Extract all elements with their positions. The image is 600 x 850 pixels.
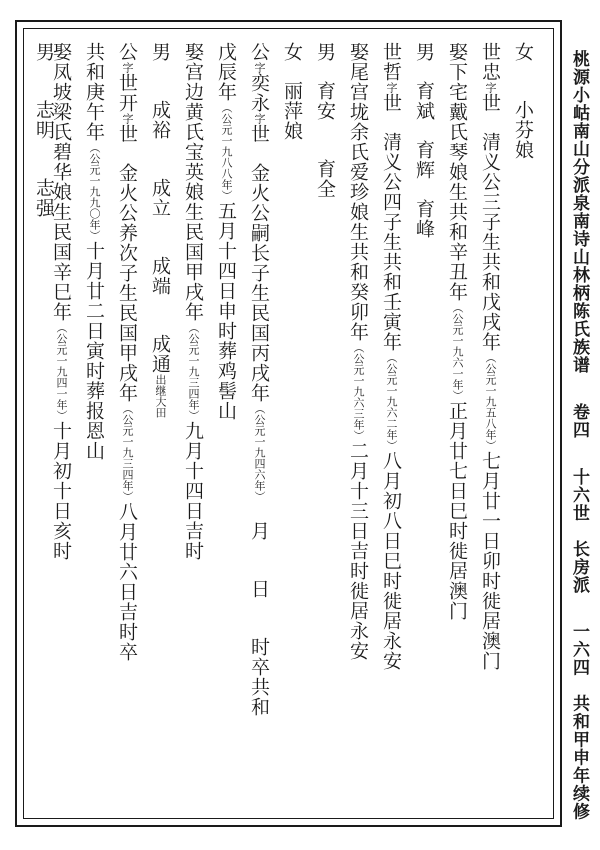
entry-text: 男 bbox=[314, 42, 336, 62]
entry-column bbox=[245, 42, 273, 812]
courtesy-marker: 字 bbox=[385, 82, 398, 93]
entry-text: 日 bbox=[248, 579, 270, 599]
entry-text: 育斌 bbox=[413, 81, 435, 121]
entry-column bbox=[30, 42, 58, 812]
courtesy-marker: 字 bbox=[121, 113, 134, 124]
entry-text: 公 bbox=[248, 42, 270, 62]
entry-text: 清义公四子生共和壬寅年 bbox=[380, 132, 402, 352]
entry-text: 男 bbox=[413, 42, 435, 62]
entry-text: 志明 bbox=[33, 100, 55, 140]
generation-label: 十六世 bbox=[569, 467, 589, 522]
entry-text: 女 bbox=[512, 42, 534, 62]
entry-text: 月 bbox=[248, 521, 270, 541]
entry-text: 男 bbox=[33, 42, 55, 62]
entry-column bbox=[80, 42, 108, 812]
gregorian-note: （公元一九三四年） bbox=[121, 403, 134, 502]
gregorian-note: （公元一九六三年） bbox=[352, 342, 365, 441]
entry-text: 金火公嗣长子生民国丙戌年 bbox=[248, 163, 270, 403]
edition-label: 共和甲申年续修 bbox=[569, 694, 589, 821]
entry-text: 时卒共和 bbox=[248, 637, 270, 717]
entry-text: 七月廿一日卯时徙居澳门 bbox=[479, 451, 501, 671]
entry-text: 成端 bbox=[149, 256, 171, 296]
entry-column bbox=[377, 42, 405, 812]
entry-text: 世哲 bbox=[380, 42, 402, 82]
volume-label: 卷四 bbox=[569, 402, 589, 439]
entry-column bbox=[113, 42, 141, 812]
entry-column bbox=[443, 42, 471, 812]
gregorian-note: （公元一九六一年） bbox=[451, 302, 464, 401]
page-header bbox=[565, 50, 593, 830]
gregorian-note: （公元一九九〇年） bbox=[88, 142, 101, 241]
entry-column bbox=[146, 42, 174, 812]
entry-text: 育辉 bbox=[413, 140, 435, 180]
entry-text: 志强 bbox=[33, 178, 55, 218]
gregorian-note: （公元一九五八年） bbox=[484, 352, 497, 451]
entry-text: 正月廿七日巳时徙居澳门 bbox=[446, 401, 468, 621]
entry-text: 成立 bbox=[149, 178, 171, 218]
entry-text: 十月廿二日寅时葬报恩山 bbox=[83, 241, 105, 461]
entry-text: 十月初十日亥时 bbox=[50, 421, 72, 561]
courtesy-marker: 字 bbox=[121, 62, 134, 73]
entry-text: 小芬娘 bbox=[512, 100, 534, 160]
entry-text: 女 bbox=[281, 42, 303, 62]
entry-text: 世开 bbox=[116, 73, 138, 113]
entry-text: 丽萍娘 bbox=[281, 81, 303, 141]
entry-text: 育峰 bbox=[413, 199, 435, 239]
entry-text: 成通 bbox=[149, 334, 171, 374]
entry-text: 奕永 bbox=[248, 73, 270, 113]
entry-text: 八月廿六日吉时卒 bbox=[116, 502, 138, 662]
entry-text: 世 bbox=[380, 93, 402, 113]
entry-column bbox=[410, 42, 438, 812]
adoption-note: 出继大田 bbox=[154, 374, 167, 418]
entry-text: 育安 bbox=[314, 81, 336, 121]
entry-text: 男 bbox=[149, 42, 171, 62]
gregorian-note: （公元一九四六年） bbox=[253, 403, 266, 502]
page-number: 一六四 bbox=[569, 622, 589, 677]
entry-column bbox=[179, 42, 207, 812]
branch-label: 长房派 bbox=[569, 539, 589, 594]
entry-text: 九月十四日吉时 bbox=[182, 421, 204, 561]
entry-column bbox=[311, 42, 339, 812]
gregorian-note: （公元一九三四年） bbox=[187, 322, 200, 421]
entry-column bbox=[344, 42, 372, 812]
gregorian-note: （公元一九八八年） bbox=[220, 102, 233, 201]
entry-text: 共和庚午年 bbox=[83, 42, 105, 142]
genealogy-title: 桃源小岵南山分派泉南诗山林柄陈氏族谱 bbox=[569, 50, 589, 374]
entry-column bbox=[212, 42, 240, 812]
entry-text: 世 bbox=[248, 124, 270, 144]
entry-column bbox=[278, 42, 306, 812]
entry-text: 成裕 bbox=[149, 100, 171, 140]
courtesy-marker: 字 bbox=[484, 82, 497, 93]
entry-text: 五月十四日申时葬鸡髻山 bbox=[215, 201, 237, 421]
entry-text: 世忠 bbox=[479, 42, 501, 82]
entry-text: 世 bbox=[479, 93, 501, 113]
entry-text: 清义公三子生共和戊戌年 bbox=[479, 132, 501, 352]
entry-text: 育全 bbox=[314, 159, 336, 199]
courtesy-marker: 字 bbox=[253, 113, 266, 124]
entry-text: 公 bbox=[116, 42, 138, 62]
entry-text: 世 bbox=[116, 124, 138, 144]
entry-text: 金火公养次子生民国甲戌年 bbox=[116, 163, 138, 403]
entry-text: 戊辰年 bbox=[215, 42, 237, 102]
entry-text: 二月十三日吉时徙居永安 bbox=[347, 441, 369, 661]
entry-text: 娶宫边黄氏宝英娘生民国甲戌年 bbox=[182, 42, 204, 322]
courtesy-marker: 字 bbox=[253, 62, 266, 73]
entry-column bbox=[509, 42, 537, 812]
entry-text: 娶尾宫垅余氏爱珍娘生共和癸卯年 bbox=[347, 42, 369, 342]
entry-text: 八月初八日巳时徙居永安 bbox=[380, 451, 402, 671]
entry-text: 娶凤坡梁氏碧华娘生民国辛巳年 bbox=[50, 42, 72, 322]
entry-column bbox=[476, 42, 504, 812]
gregorian-note: （公元一九六二年） bbox=[385, 352, 398, 451]
gregorian-note: （公元一九四一年） bbox=[55, 322, 68, 421]
entry-text: 娶下宅戴氏琴娘生共和辛丑年 bbox=[446, 42, 468, 302]
